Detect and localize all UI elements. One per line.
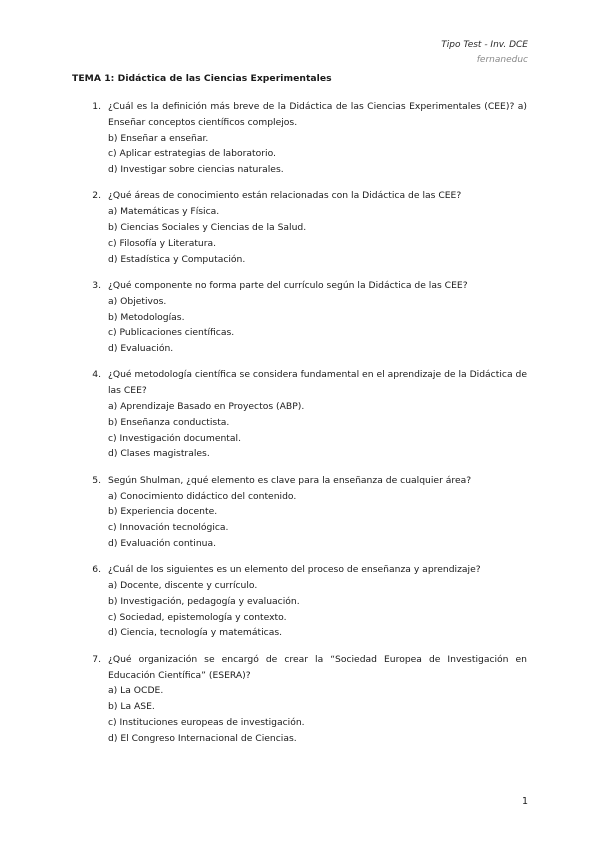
answer-option-c: c) Sociedad, epistemología y contexto.	[108, 611, 287, 623]
question-number: 2.	[92, 190, 101, 202]
answer-option-d: d) Estadística y Computación.	[108, 253, 246, 265]
answer-option-a: a) Aprendizaje Basado en Proyectos (ABP).	[108, 401, 305, 413]
page-header	[441, 38, 528, 68]
question-number: 7.	[92, 653, 101, 665]
question-3	[72, 278, 527, 357]
question-text: ¿Cuál de los siguientes es un elemento del proceso de enseñanza y aprendizaje?	[108, 564, 481, 576]
question-number: 3.	[92, 279, 101, 291]
answer-option-c: c) Aplicar estrategias de laboratorio.	[108, 148, 276, 160]
answer-option-b: b) Enseñanza conductista.	[108, 416, 230, 428]
answer-option-b: b) La ASE.	[108, 701, 155, 713]
question-number: 4.	[92, 369, 101, 381]
question-text: ¿Cuál es la definición más breve de la Didáctica de las Ciencias Experimentales (CEE)? a) Enseñar conceptos científicos complejos.	[108, 101, 527, 128]
answer-option-b: b) Metodologías.	[108, 311, 185, 323]
answer-option-b: b) Experiencia docente.	[108, 506, 218, 518]
question-7	[72, 652, 527, 747]
question-4	[72, 367, 527, 462]
answer-option-d: d) Evaluación.	[108, 343, 174, 355]
question-list	[72, 99, 527, 757]
answer-option-a: a) La OCDE.	[108, 685, 164, 697]
answer-option-c: c) Innovación tecnológica.	[108, 522, 229, 534]
page-number: 1	[521, 796, 528, 807]
question-text: ¿Qué metodología científica se considera fundamental en el aprendizaje de la Didáctica de las CEE?	[108, 369, 527, 397]
question-text: ¿Qué componente no forma parte del currículo según la Didáctica de las CEE?	[108, 279, 468, 291]
answer-option-a: a) Objetivos.	[108, 295, 167, 307]
question-5	[72, 473, 527, 552]
answer-option-d: d) El Congreso Internacional de Ciencias.	[108, 732, 297, 744]
answer-option-a: a) Conocimiento didáctico del contenido.	[108, 490, 297, 502]
question-text: ¿Qué áreas de conocimiento están relacionadas con la Didáctica de las CEE?	[108, 190, 462, 202]
answer-option-b: b) Enseñar a enseñar.	[108, 132, 209, 144]
answer-option-c: c) Instituciones europeas de investigación.	[108, 716, 305, 728]
document-author: fernaneduc	[476, 55, 528, 65]
answer-option-a: a) Matemáticas y Física.	[108, 206, 220, 218]
answer-option-d: d) Ciencia, tecnología y matemáticas.	[108, 627, 283, 639]
answer-option-b: b) Ciencias Sociales y Ciencias de la Salud.	[108, 222, 307, 234]
answer-option-c: c) Filosofía y Literatura.	[108, 237, 217, 249]
question-number: 6.	[92, 564, 101, 576]
answer-option-d: d) Evaluación continua.	[108, 537, 217, 549]
question-number: 5.	[92, 474, 101, 486]
question-6	[72, 562, 527, 641]
answer-option-d: d) Investigar sobre ciencias naturales.	[108, 164, 284, 176]
topic-title: TEMA 1: Didáctica de las Ciencias Experimentales	[72, 73, 332, 84]
answer-option-c: c) Publicaciones científicas.	[108, 327, 235, 339]
question-1	[72, 99, 527, 178]
question-number: 1.	[92, 101, 101, 112]
document-title: Tipo Test - Inv. DCE	[441, 40, 528, 50]
question-2	[72, 188, 527, 267]
answer-option-c: c) Investigación documental.	[108, 432, 242, 444]
question-text: ¿Qué organización se encargó de crear la “Sociedad Europea de Investigación en Educación Científica” (ESERA)?	[108, 653, 527, 681]
answer-option-a: a) Docente, discente y currículo.	[108, 580, 258, 592]
answer-option-b: b) Investigación, pedagogía y evaluación.	[108, 595, 300, 607]
question-text: Según Shulman, ¿qué elemento es clave para la enseñanza de cualquier área?	[108, 474, 472, 486]
answer-option-d: d) Clases magistrales.	[108, 448, 210, 460]
